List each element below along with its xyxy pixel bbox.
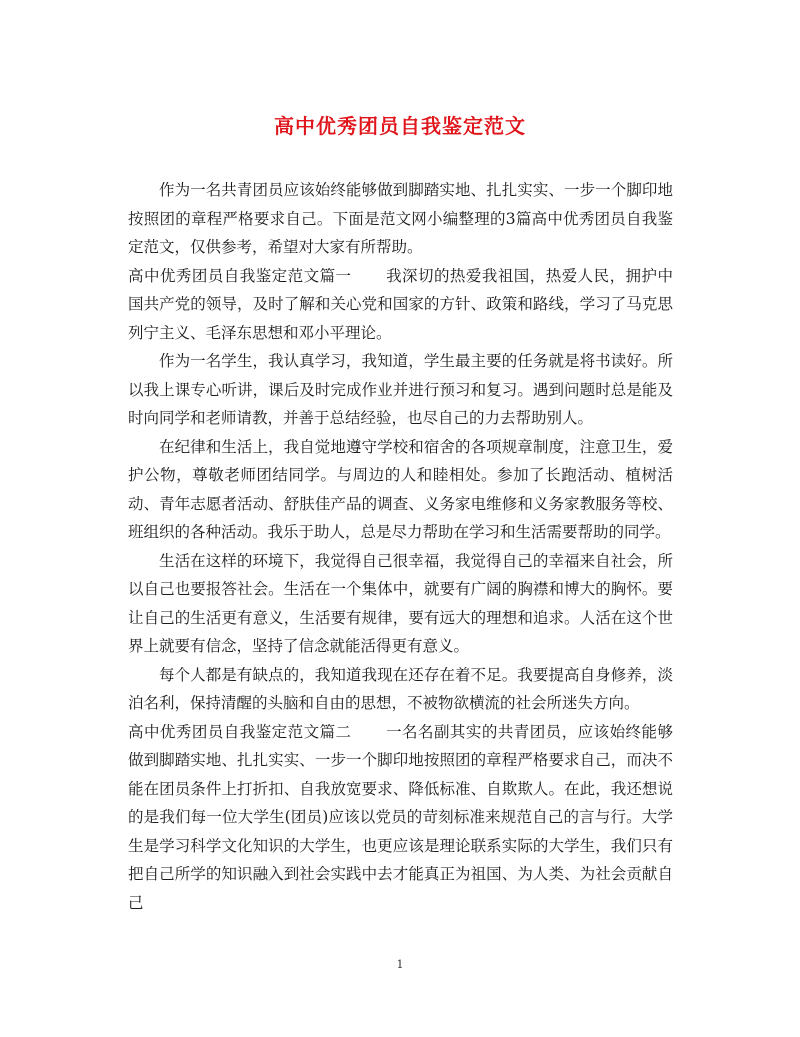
document-body bbox=[128, 176, 673, 917]
section1-first-text: 我深切的热爱我祖国，热爱人民，拥护中国共产党的领导，及时了解和关心党和国家的方针、政策和路线，学习了马克思列宁主义、毛泽东思想和邓小平理论。 bbox=[128, 266, 673, 342]
intro-paragraph: 作为一名共青团员应该始终能够做到脚踏实地、扎扎实实、一步一个脚印地按照团的章程严格要求自己。下面是范文网小编整理的3篇高中优秀团员自我鉴定范文，仅供参考，希望对大家有所帮助。 bbox=[128, 181, 673, 256]
page-number: 1 bbox=[396, 958, 404, 971]
body-paragraph: 作为一名学生，我认真学习，我知道，学生最主要的任务就是将书读好。所以我上课专心听讲，课后及时完成作业并进行预习和复习。遇到问题时总是能及时向同学和老师请教，并善于总结经验，也尽自己的力去帮助别人。 bbox=[128, 352, 673, 427]
section1-paragraph bbox=[128, 262, 673, 348]
body-paragraph: 生活在这样的环境下，我觉得自己很幸福，我觉得自己的幸福来自社会，所以自己也要报答社会。生活在一个集体中，就要有广阔的胸襟和博大的胸怀。要让自己的生活更有意义，生活要有规律，要有远大的理想和追求。人活在这个世界上就要有信念，坚持了信念就能活得更有意义。 bbox=[128, 551, 673, 655]
section2-first-text: 一名名副其实的共青团员，应该始终能够做到脚踏实地、扎扎实实、一步一个脚印地按照团的章程严格要求自己，而决不能在团员条件上打折扣、自我放宽要求、降低标准、自欺欺人。在此，我还想说的是我们每一位大学生(团员)应该以党员的苛刻标准来规范自己的言与行。大学生是学习科学文化知识的大学生，也更应该是理论联系实际的大学生，我们只有把自己所学的知识融入到社会实践中去才能真正为祖国、为人类、为社会贡献自己 bbox=[128, 722, 673, 912]
body-paragraph: 每个人都是有缺点的，我知道我现在还存在着不足。我要提高自身修养，淡泊名利，保持清醒的头脑和自由的思想，不被物欲横流的社会所迷失方向。 bbox=[128, 665, 673, 712]
section2-paragraph bbox=[128, 718, 673, 918]
section2-heading: 高中优秀团员自我鉴定范文篇二 bbox=[128, 722, 352, 741]
page-title: 高中优秀团员自我鉴定范文 bbox=[274, 114, 526, 138]
section1-heading: 高中优秀团员自我鉴定范文篇一 bbox=[128, 266, 352, 285]
body-paragraph: 在纪律和生活上，我自觉地遵守学校和宿舍的各项规章制度，注意卫生，爱护公物，尊敬老师团结同学。与周边的人和睦相处。参加了长跑活动、植树活动、青年志愿者活动、舒肤佳产品的调查、义务家电维修和义务家教服务等校、班组织的各种活动。我乐于助人，总是尽力帮助在学习和生活需要帮助的同学。 bbox=[128, 437, 673, 541]
